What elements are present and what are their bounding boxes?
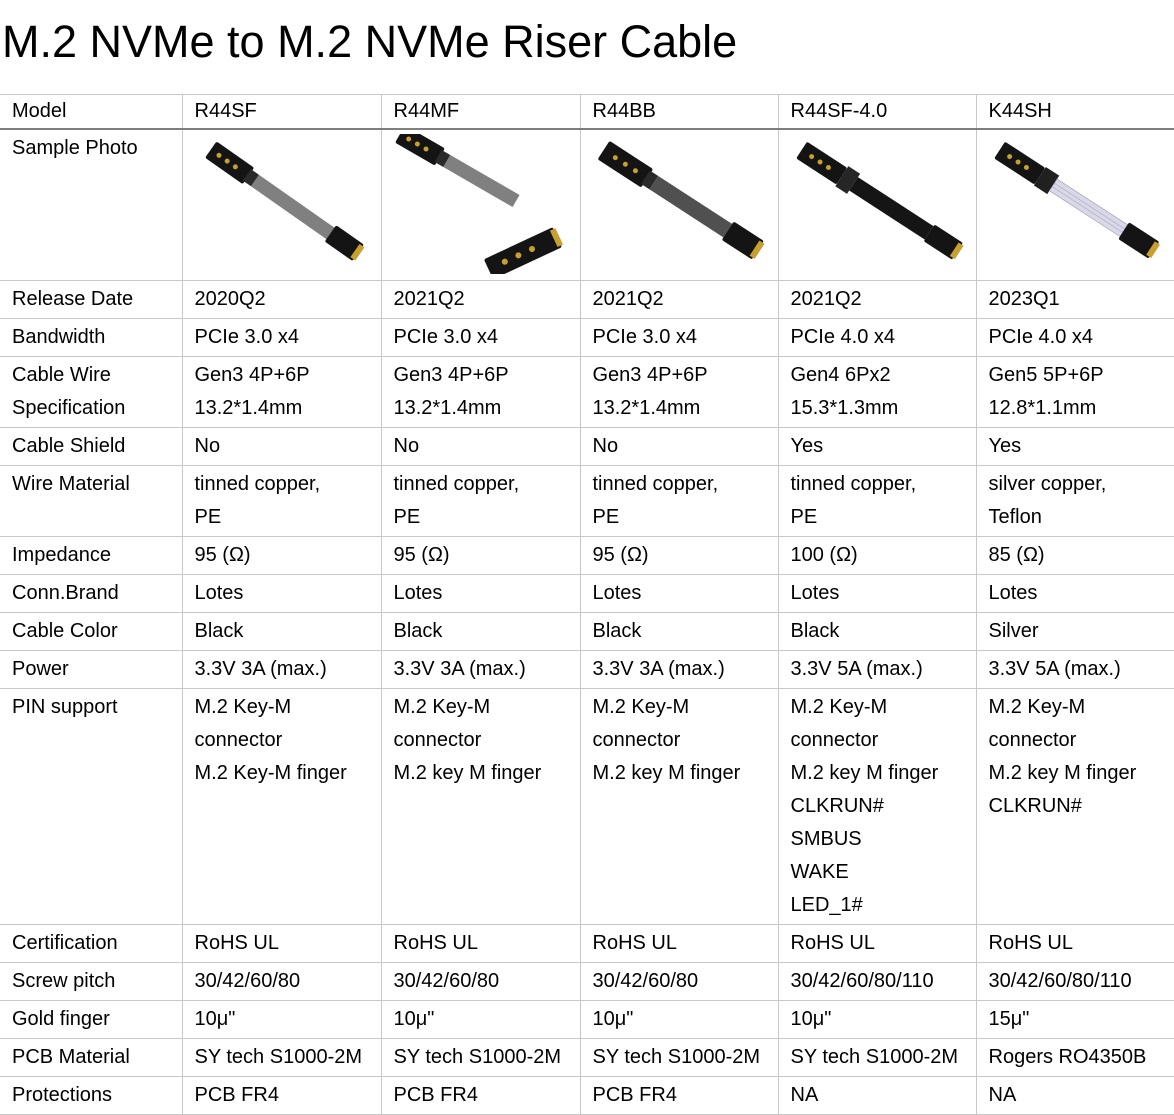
spec-row [0,428,1174,466]
spec-cell [976,281,1174,319]
spec-cell-line: Yes [989,430,1174,463]
cable-body [649,176,732,237]
spec-cell [182,963,381,1001]
spec-row [0,319,1174,357]
row-label [0,613,182,651]
spec-cell-line: PE [394,501,580,534]
model-header: R44BB [580,95,778,130]
spec-cell [182,281,381,319]
spec-cell [580,1039,778,1077]
row-label-line: PIN support [12,691,182,724]
spec-cell [778,613,976,651]
spec-cell-line: Lotes [593,577,778,610]
spec-cell-line: 30/42/60/80 [593,965,778,998]
spec-cell [976,1077,1174,1115]
spec-cell [381,281,580,319]
spec-cell-line: 13.2*1.4mm [593,392,778,425]
model-header: R44SF-4.0 [778,95,976,130]
spec-cell-line: Lotes [394,577,580,610]
row-label [0,357,182,428]
spec-cell [976,466,1174,537]
spec-row [0,357,1174,428]
spec-cell [976,537,1174,575]
spec-cell-line: M.2 key M finger [593,757,778,790]
row-label [0,1039,182,1077]
spec-cell [976,319,1174,357]
spec-cell [976,1039,1174,1077]
page-title: M.2 NVMe to M.2 NVMe Riser Cable [2,14,737,70]
spec-cell-line: 10μ" [593,1003,778,1036]
spec-cell-line: NA [791,1079,976,1112]
spec-cell [976,428,1174,466]
spec-cell-line: 13.2*1.4mm [394,392,580,425]
spec-cell-line: PE [791,501,976,534]
spec-cell-line: 30/42/60/80 [195,965,381,998]
spec-cell-line: No [394,430,580,463]
spec-cell [381,613,580,651]
spec-cell-line: RoHS UL [195,927,381,960]
spec-cell-line: Gen3 4P+6P [593,359,778,392]
sample-photo [182,129,381,281]
sample-photo [778,129,976,281]
spec-cell-line: Lotes [989,577,1174,610]
spec-cell-line: 100 (Ω) [791,539,976,572]
spec-cell [381,925,580,963]
spec-cell [381,651,580,689]
spec-cell-line: 13.2*1.4mm [195,392,381,425]
cable-photo-straight [193,134,377,274]
spec-cell-line: PCIe 4.0 x4 [989,321,1174,354]
spec-cell [182,1001,381,1039]
spec-cell-line: 30/42/60/80 [394,965,580,998]
spec-cell [182,466,381,537]
spec-cell-line: silver copper, [989,468,1174,501]
spec-cell-line: 12.8*1.1mm [989,392,1174,425]
spec-cell-line: RoHS UL [989,927,1174,960]
row-label-line: Conn.Brand [12,577,182,610]
spec-cell-line: M.2 Key-M [989,691,1174,724]
spec-cell-line: RoHS UL [791,927,976,960]
spec-cell-line: tinned copper, [791,468,976,501]
spec-cell-line: No [195,430,381,463]
spec-cell [580,537,778,575]
row-label-line: PCB Material [12,1041,182,1074]
row-label-line: Cable Shield [12,430,182,463]
row-label-line: Wire Material [12,468,182,501]
spec-row [0,651,1174,689]
spec-cell [778,281,976,319]
spec-cell-line: 2021Q2 [593,283,778,316]
spec-cell [976,689,1174,925]
spec-cell-line: 30/42/60/80/110 [989,965,1174,998]
spec-cell [580,575,778,613]
spec-cell [381,963,580,1001]
spec-cell [182,575,381,613]
spec-cell-line: 3.3V 5A (max.) [989,653,1174,686]
spec-cell-line: 2021Q2 [394,283,580,316]
row-label [0,963,182,1001]
spec-cell [580,1001,778,1039]
spec-cell [778,575,976,613]
spec-cell-line: PCIe 3.0 x4 [394,321,580,354]
header-row [0,95,1174,130]
spec-cell [580,428,778,466]
spec-cell-line: PCB FR4 [195,1079,381,1112]
spec-cell-line: RoHS UL [394,927,580,960]
spec-cell-line: 85 (Ω) [989,539,1174,572]
spec-cell [381,319,580,357]
spec-cell-line: WAKE [791,856,976,889]
spec-cell [580,1077,778,1115]
cable-photo-shielded [789,134,973,274]
spec-cell-line: Teflon [989,501,1174,534]
spec-cell-line: 2023Q1 [989,283,1174,316]
spec-cell [182,925,381,963]
spec-cell-line: Black [791,615,976,648]
spec-cell-line: Silver [989,615,1174,648]
spec-row [0,1001,1174,1039]
spec-cell [182,1039,381,1077]
model-header: K44SH [976,95,1174,130]
row-label [0,925,182,963]
spec-cell-line: M.2 Key-M [195,691,381,724]
spec-cell-line: tinned copper, [195,468,381,501]
spec-cell [381,1039,580,1077]
spec-cell [976,613,1174,651]
spec-cell-line: 15.3*1.3mm [791,392,976,425]
spec-cell-line: 10μ" [195,1003,381,1036]
spec-cell [182,651,381,689]
spec-cell [381,537,580,575]
spec-cell-line: No [593,430,778,463]
spec-cell-line: 10μ" [791,1003,976,1036]
row-label [0,689,182,925]
spec-cell [976,651,1174,689]
spec-cell-line: SY tech S1000-2M [593,1041,778,1074]
spec-cell-line: PCIe 3.0 x4 [593,321,778,354]
spec-cell-line: SY tech S1000-2M [791,1041,976,1074]
spec-cell-line: Gen3 4P+6P [195,359,381,392]
spec-row [0,1077,1174,1115]
spec-cell-line: tinned copper, [593,468,778,501]
spec-cell-line: Lotes [195,577,381,610]
spec-cell-line: PE [195,501,381,534]
spec-cell [778,925,976,963]
spec-cell [381,689,580,925]
spec-cell [182,357,381,428]
spec-cell-line: 2020Q2 [195,283,381,316]
row-label [0,1077,182,1115]
spec-cell [778,963,976,1001]
spec-cell-line: CLKRUN# [791,790,976,823]
spec-cell-line: NA [989,1079,1174,1112]
spec-cell [778,428,976,466]
spec-cell-line: 3.3V 3A (max.) [195,653,381,686]
spec-cell [580,613,778,651]
spec-cell [976,925,1174,963]
spec-cell-line: connector [394,724,580,757]
spec-cell-line: tinned copper, [394,468,580,501]
photo-row [0,129,1174,281]
row-label [0,428,182,466]
spec-row [0,281,1174,319]
spec-cell-line: 3.3V 3A (max.) [394,653,580,686]
spec-cell [580,319,778,357]
row-label-line: Bandwidth [12,321,182,354]
spec-cell-line: 95 (Ω) [593,539,778,572]
spec-row [0,537,1174,575]
spec-cell-line: 3.3V 3A (max.) [593,653,778,686]
spec-cell-line: Black [195,615,381,648]
spec-table [0,94,1174,1115]
spec-cell-line: PCIe 3.0 x4 [195,321,381,354]
spec-cell [580,651,778,689]
spec-cell [778,466,976,537]
spec-cell-line: Yes [791,430,976,463]
row-label-line: Release Date [12,283,182,316]
spec-cell [182,1077,381,1115]
spec-cell-line: 30/42/60/80/110 [791,965,976,998]
row-label-line: Certification [12,927,182,960]
spec-cell [381,575,580,613]
spec-cell-line: Rogers RO4350B [989,1041,1174,1074]
spec-cell-line: Lotes [791,577,976,610]
spec-cell [976,357,1174,428]
spec-cell-line: M.2 Key-M finger [195,757,381,790]
spec-cell-line: M.2 Key-M [394,691,580,724]
header-label: Model [0,95,182,130]
spec-cell [778,1077,976,1115]
spec-cell [778,689,976,925]
row-label-line: Cable Color [12,615,182,648]
spec-cell [778,651,976,689]
spec-cell [778,357,976,428]
spec-cell [381,1001,580,1039]
spec-cell-line: SMBUS [791,823,976,856]
spec-cell-line: connector [195,724,381,757]
spec-cell [976,575,1174,613]
spec-cell-line: 95 (Ω) [195,539,381,572]
spec-cell-line: M.2 Key-M [593,691,778,724]
spec-cell [381,357,580,428]
spec-cell-line: SY tech S1000-2M [195,1041,381,1074]
spec-cell [381,1077,580,1115]
spec-row [0,575,1174,613]
spec-cell [182,689,381,925]
spec-cell-line: M.2 Key-M [791,691,976,724]
row-label-line: Specification [12,392,182,425]
row-label [0,1001,182,1039]
spec-cell-line: PCIe 4.0 x4 [791,321,976,354]
spec-cell-line: 10μ" [394,1003,580,1036]
spec-cell [778,537,976,575]
row-label [0,537,182,575]
spec-cell [381,466,580,537]
spec-row [0,466,1174,537]
spec-row [0,1039,1174,1077]
spec-cell-line: connector [593,724,778,757]
cable-photo-straight [591,134,775,274]
spec-cell-line: PE [593,501,778,534]
row-label-line: Power [12,653,182,686]
spec-rows [0,281,1174,1115]
spec-cell-line: Gen3 4P+6P [394,359,580,392]
spec-cell-line: RoHS UL [593,927,778,960]
row-label-line: Impedance [12,539,182,572]
row-label [0,575,182,613]
spec-cell [778,319,976,357]
cable-body [251,175,334,239]
spec-cell-line: PCB FR4 [593,1079,778,1112]
spec-cell-line: PCB FR4 [394,1079,580,1112]
spec-cell [580,281,778,319]
spec-cell-line: CLKRUN# [989,790,1174,823]
spec-cell-line: Black [593,615,778,648]
spec-cell-line: Black [394,615,580,648]
spec-cell-line: 15μ" [989,1003,1174,1036]
spec-cell-line: connector [989,724,1174,757]
spec-cell-line: M.2 key M finger [989,757,1174,790]
spec-cell [778,1001,976,1039]
spec-cell-line: 95 (Ω) [394,539,580,572]
row-label-line: Screw pitch [12,965,182,998]
spec-cell [580,357,778,428]
row-label [0,466,182,537]
spec-cell-line: Gen5 5P+6P [989,359,1174,392]
spec-cell [182,613,381,651]
sample-photo [381,129,580,281]
row-label-line: Protections [12,1079,182,1112]
spec-cell [182,319,381,357]
row-label [0,651,182,689]
spec-cell [381,428,580,466]
spec-row [0,689,1174,925]
spec-cell-line: SY tech S1000-2M [394,1041,580,1074]
spec-cell [580,689,778,925]
row-label-line: Gold finger [12,1003,182,1036]
spec-cell-line: M.2 key M finger [791,757,976,790]
cable-photo-silver [987,134,1171,274]
row-label [0,319,182,357]
model-header: R44MF [381,95,580,130]
cable-photo-right-angle [392,134,576,274]
sample-photo [580,129,778,281]
spec-cell [580,466,778,537]
spec-cell [976,1001,1174,1039]
row-label-line: Cable Wire [12,359,182,392]
spec-cell [778,1039,976,1077]
spec-cell [182,537,381,575]
spec-cell-line: LED_1# [791,889,976,922]
cable-body [443,155,519,207]
spec-cell-line: M.2 key M finger [394,757,580,790]
spec-cell [976,963,1174,1001]
spec-cell [580,925,778,963]
spec-cell [182,428,381,466]
spec-cell-line: Gen4 6Px2 [791,359,976,392]
spec-cell [580,963,778,1001]
spec-cell-line: connector [791,724,976,757]
spec-row [0,613,1174,651]
spec-cell-line: 3.3V 5A (max.) [791,653,976,686]
spec-row [0,925,1174,963]
sample-photo [976,129,1174,281]
cable-body [849,177,933,239]
row-label [0,281,182,319]
spec-row [0,963,1174,1001]
row-label: Sample Photo [0,129,182,281]
spec-cell-line: 2021Q2 [791,283,976,316]
model-header: R44SF [182,95,381,130]
